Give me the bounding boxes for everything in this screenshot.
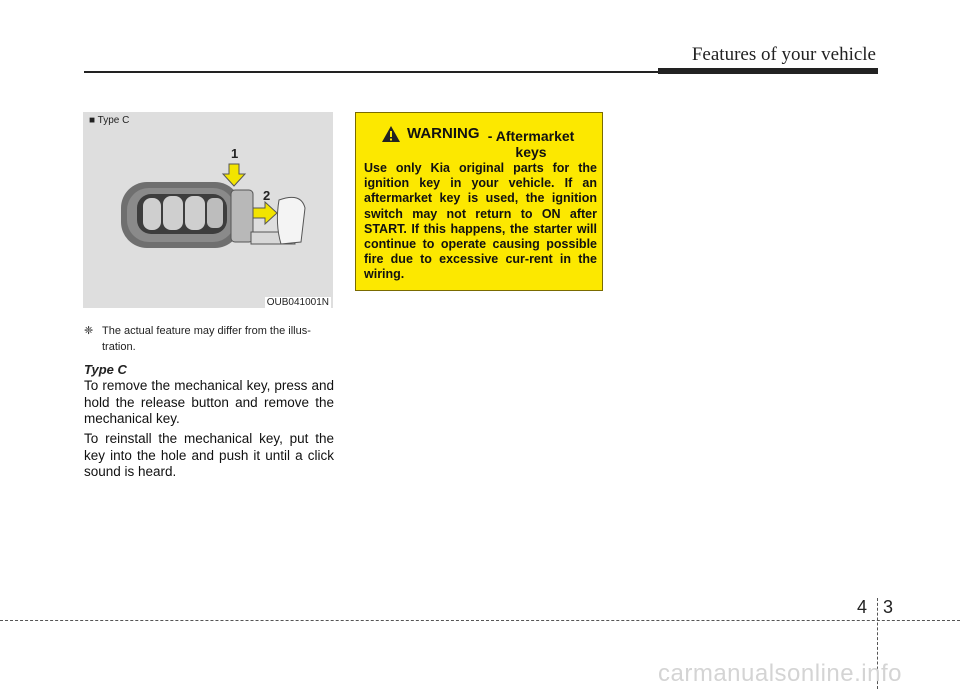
instruction-reinstall: To reinstall the mechanical key, put the key into the hole and push it until a click sound is heard.: [84, 431, 334, 479]
arrow-pull: [253, 202, 277, 224]
illustration-note: [84, 323, 336, 355]
unlock-button: [163, 196, 183, 230]
footer-page-number: 3: [883, 597, 894, 617]
warning-triangle-icon: [381, 125, 401, 143]
lock-button: [143, 198, 161, 230]
footer-section-number: 4: [857, 597, 868, 617]
warning-body: Use only Kia original parts for the ignition key in your vehicle. If an aftermarket key is used, the ignition switch may not return to ON after START. If this happens, the starter will continue to operate causing possible fire due to excessive cur-rent in the wiring.: [364, 161, 597, 282]
panic-button: [207, 198, 223, 228]
note-symbol: ❈: [84, 325, 94, 337]
section-subheading: Type C: [84, 362, 127, 377]
warning-title: WARNING: [407, 125, 480, 142]
key-figure: [83, 112, 333, 308]
arrow-press: [223, 164, 245, 186]
note-text-line1: The actual feature may differ from the illus-: [102, 325, 311, 337]
header-rule-accent: [658, 68, 878, 74]
header-rule: [84, 71, 660, 73]
instruction-remove: To remove the mechanical key, press and hold the release button and remove the mechanical key.: [84, 378, 334, 426]
warning-box: [355, 112, 603, 291]
footer-rule: [0, 620, 960, 621]
page-header-title: Features of your vehicle: [691, 44, 876, 65]
figure-type-label: ■ Type C: [89, 115, 130, 126]
note-text-line2: tration.: [102, 341, 136, 353]
key-head: [277, 197, 305, 244]
release-slot: [231, 190, 253, 242]
callout-1: 1: [231, 146, 239, 161]
figure-code: OUB041001N: [266, 297, 329, 308]
trunk-button: [185, 196, 205, 230]
smart-key-illustration: [83, 112, 333, 308]
watermark: carmanualsonline.info: [658, 660, 902, 687]
callout-2: 2: [263, 188, 271, 203]
warning-subtitle: - Aftermarket keys: [487, 128, 575, 160]
